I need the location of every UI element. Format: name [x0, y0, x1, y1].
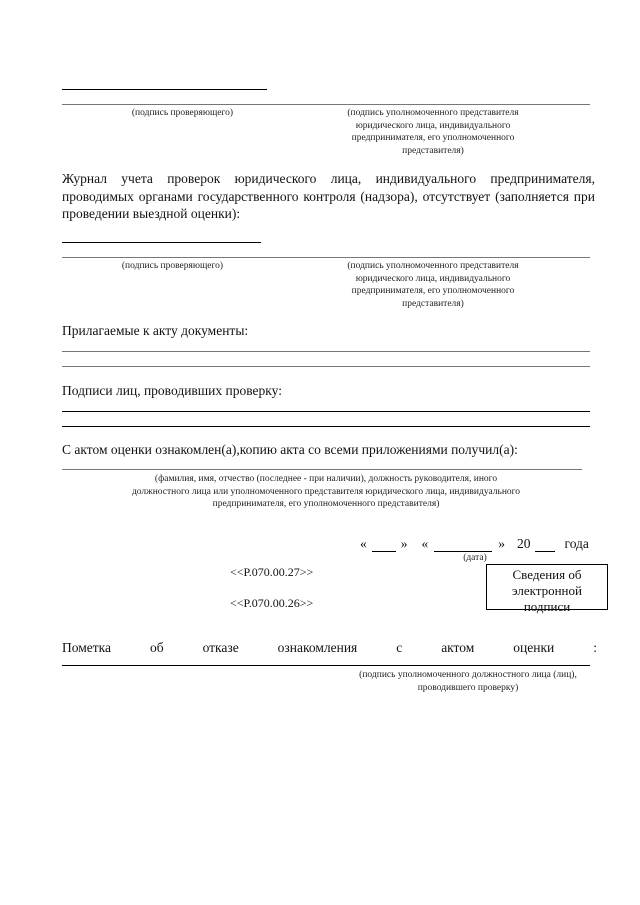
caption-divider-1	[62, 104, 590, 105]
inspectors-signatures-heading: Подписи лиц, проводивших проверку:	[62, 383, 282, 398]
refusal-mark-row	[62, 640, 597, 656]
date-close-quote-month: »	[498, 536, 505, 551]
year-field[interactable]	[535, 537, 555, 552]
journal-paragraph: Журнал учета проверок юридического лица, индивидуального предпринимателя, проводимых органами государственного контроля (надзора), отсутствует (заполняется при проведении выездной оценки):	[62, 171, 595, 221]
date-row	[360, 536, 596, 552]
inspectors-signatures-line-1	[62, 411, 590, 412]
code-placeholder-1: <<Р.070.00.27>>	[230, 565, 314, 579]
inspector-signature-line-2	[62, 242, 261, 243]
date-open-quote-month: «	[421, 536, 429, 551]
refusal-caption: (подпись уполномоченного должностного лица (лиц), проводившего проверку)	[359, 670, 577, 693]
inspector-signature-line-1	[62, 89, 267, 90]
refusal-word: :	[593, 640, 597, 655]
electronic-signature-box: Сведения об электронной подписи	[486, 564, 608, 610]
inspector-signature-caption-2: (подпись проверяющего)	[121, 261, 224, 271]
acquainted-line	[62, 469, 582, 470]
date-caption: (дата)	[463, 553, 487, 563]
refusal-word: ознакомления	[277, 640, 358, 655]
refusal-word: с	[396, 640, 403, 655]
refusal-word: актом	[441, 640, 475, 655]
attached-documents-line-2	[62, 366, 590, 367]
representative-signature-caption-1: (подпись уполномоченного представителя юридического лица, индивидуального предпринимателя, его уполномоченного представителя)	[347, 108, 519, 156]
caption-divider-2	[62, 257, 590, 258]
month-field[interactable]	[434, 537, 492, 552]
refusal-word: об	[149, 640, 164, 655]
attached-documents-line-1	[62, 351, 590, 352]
acquainted-caption: (фамилия, имя, отчество (последнее - при наличии), должность руководителя, иного должностного лица или уполномоченного представителя юридического лица, индивидуального предпринимателя, его уполномоченного представителя)	[131, 474, 521, 509]
attached-documents-heading: Прилагаемые к акту документы:	[62, 323, 249, 338]
year-suffix: года	[564, 536, 589, 551]
date-close-quote-day: »	[400, 536, 408, 551]
date-open-quote-day: «	[360, 536, 367, 551]
inspectors-signatures-line-2	[62, 426, 590, 427]
refusal-word: оценки	[513, 640, 555, 655]
inspector-signature-caption-1: (подпись проверяющего)	[131, 108, 234, 118]
code-placeholder-2: <<Р.070.00.26>>	[230, 596, 314, 610]
refusal-word: Пометка	[62, 640, 112, 655]
acquainted-heading: С актом оценки ознакомлен(а),копию акта со всеми приложениями получил(а):	[62, 442, 518, 457]
year-century: 20	[517, 536, 531, 551]
representative-signature-caption-2: (подпись уполномоченного представителя юридического лица, индивидуального предпринимателя, его уполномоченного представителя)	[347, 261, 519, 309]
day-field[interactable]	[372, 537, 396, 552]
refusal-word: отказе	[202, 640, 239, 655]
refusal-line	[62, 665, 590, 666]
